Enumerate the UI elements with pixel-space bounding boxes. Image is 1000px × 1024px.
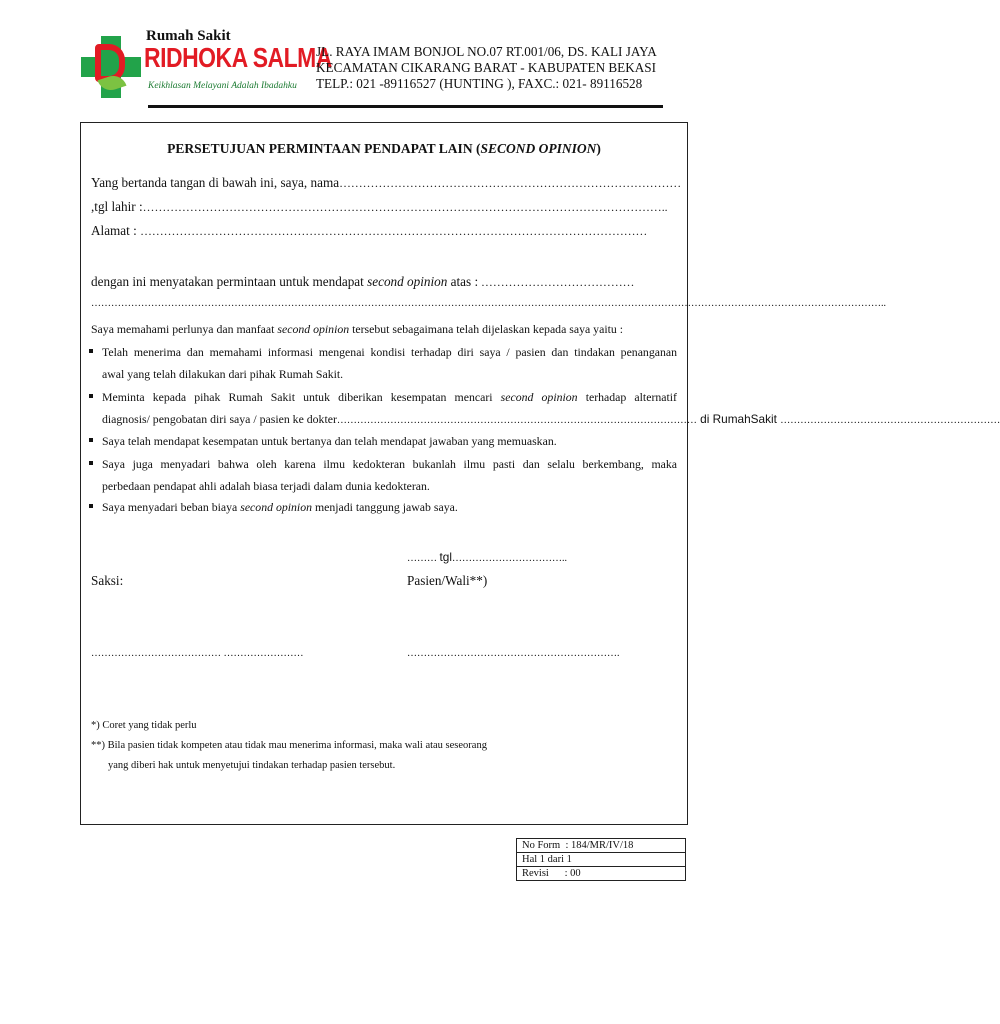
- bullet-icon: [89, 504, 93, 508]
- request-continuation-dots: …………………………………………………………………………………………………………………………………………………………………………………………………………………..: [91, 298, 886, 309]
- name-label: Yang bertanda tangan di bawah ini, saya, nama: [91, 175, 340, 190]
- brand-name: RIDHOKA SALMA: [144, 42, 332, 73]
- bullet-item: Saya telah mendapat kesempatan untuk bertanya dan telah mendapat jawaban yang memuaskan.: [89, 430, 677, 452]
- address-line: JL. RAYA IMAM BONJOL NO.07 RT.001/06, DS. KALI JAYA: [316, 44, 657, 59]
- bullet-item: Telah menerima dan memahami informasi mengenai kondisi terhadap diri saya / pasien dan tindakan penanganan awal yang telah dilakukan dari pihak Rumah Sakit.: [89, 341, 677, 385]
- name-dots: ……………………………………………………………………………: [339, 176, 682, 190]
- dob-label: ,tgl lahir :: [91, 199, 143, 214]
- hospital-logo: [78, 28, 332, 100]
- contact-line: TELP.: 021 -89116527 (HUNTING ), FAXC.: 021- 89116528: [316, 76, 643, 91]
- bullet-icon: [89, 438, 93, 442]
- patient-signature-line[interactable]: ……………………………………………………….: [407, 648, 620, 659]
- bullet-icon: [89, 349, 93, 353]
- page-number: Hal 1 dari 1: [517, 853, 686, 867]
- consent-form: [80, 122, 1000, 825]
- revision-number: Revisi : 00: [517, 867, 686, 881]
- bullet-icon: [89, 394, 93, 398]
- footnote-continuation: yang diberi hak untuk menyetujui tindakan terhadap pasien tersebut.: [108, 760, 396, 771]
- name-field[interactable]: [91, 175, 681, 191]
- date-field[interactable]: ……… tgl……………………………..: [407, 550, 567, 564]
- form-number: No Form : 184/MR/IV/18: [517, 839, 686, 853]
- form-title: PERSETUJUAN PERMINTAAN PENDAPAT LAIN (SECOND OPINION): [167, 141, 601, 156]
- intro-text: Saya memahami perlunya dan manfaat second opinion tersebut sebagaimana telah dijelaskan kepada saya yaitu :: [91, 322, 623, 336]
- form-meta-table: [516, 838, 686, 881]
- bullet-item: Saya menyadari beban biaya second opinion menjadi tanggung jawab saya.: [89, 496, 677, 518]
- hospital-address: [316, 44, 657, 92]
- bullet-item: Meminta kepada pihak Rumah Sakit untuk diberikan kesempatan mencari second opinion terhadap alternatif diagnosis/ pengobatan diri saya / pasien ke dokter……………………………………………………………………………………………… di RumahSakit …………………………………………………………: [89, 386, 677, 432]
- medical-cross-icon: [81, 36, 141, 98]
- dob-field[interactable]: [91, 199, 668, 215]
- address-dots: …………………………………………………………………………………………………………………: [140, 224, 648, 238]
- footnote: *) Coret yang tidak perlu: [91, 720, 197, 731]
- address-line: KECAMATAN CIKARANG BARAT - KABUPATEN BEKASI: [316, 60, 657, 75]
- witness-label: Saksi:: [91, 573, 124, 588]
- brand-top-text: Rumah Sakit: [146, 28, 231, 44]
- address-label: Alamat :: [91, 223, 137, 238]
- request-field[interactable]: dengan ini menyatakan permintaan untuk mendapat second opinion atas : …………………………………: [91, 274, 635, 289]
- address-field[interactable]: [91, 223, 647, 239]
- date-label: tgl: [439, 550, 452, 564]
- header-divider: [148, 105, 663, 108]
- dob-dots: ……………………………………………………………………………………………………………………..: [142, 200, 668, 214]
- witness-signature-line[interactable]: ………………………………… ……………………: [91, 648, 304, 659]
- bullet-icon: [89, 461, 93, 465]
- footnote: **) Bila pasien tidak kompeten atau tidak mau menerima informasi, maka wali atau seseorang: [91, 740, 487, 751]
- brand-tagline: Keikhlasan Melayani Adalah Ibadahku: [148, 81, 297, 91]
- patient-label: Pasien/Wali**): [407, 573, 488, 588]
- bullet-item: Saya juga menyadari bahwa oleh karena ilmu kedokteran bukanlah ilmu pasti dan selalu berkembang, maka perbedaan pendapat ahli adalah biasa terjadi dalam dunia kedokteran.: [89, 453, 677, 497]
